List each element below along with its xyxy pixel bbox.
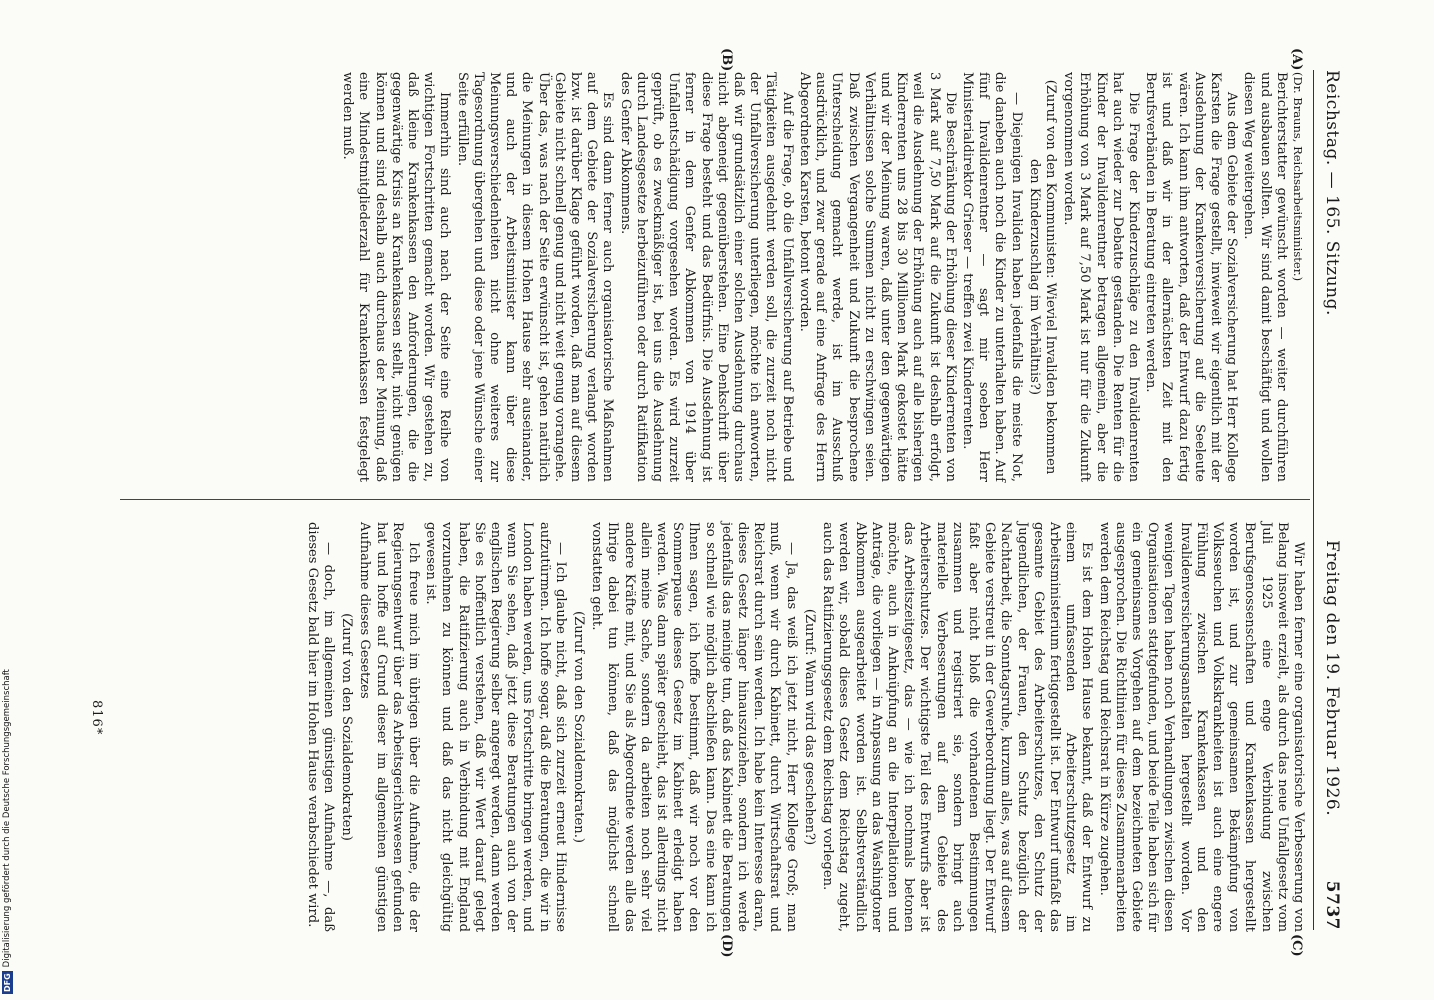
margin-mark-b: (B) — [719, 48, 734, 72]
paragraph: Immerhin sind auch nach der Seite eine Reihe von wichtigen Fortschritten gemacht worden. Wir gestehen zu, daß kleine Krankenkassen den Anforderungen, die die gegenwärtige Krisis an Krankenkassen stellt, nicht genügen können und sind deshalb auch durchaus der Meinung, daß eine Mindestmitgliederzahl für Krankenkassen festgelegt werden muß. — [340, 72, 453, 482]
paragraph: Berichterstatter gewünscht worden — weiter durchführen und ausbauen sollten. Wir sind damit beschäftigt und wollen diesen Weg weitergehen. — [1241, 72, 1289, 482]
paragraph: Aus dem Gebiete der Sozialversicherung hat Herr Kollege Karsten die Frage gestellt, inwieweit wir eigentlich mit der Ausdehnung der Krankenversicherung auf die Seeleute wären. Ich kann ihm antworten, daß der Entwurf dazu fertig ist und daß wir in der allernächsten Zeit mit den Berufsverbänden in Beratung eintreten werden. — [1143, 72, 1240, 482]
dfg-logo: DFG — [2, 973, 12, 992]
header-rule — [1313, 70, 1314, 930]
interjection: (Zuruf: Wann wird das geschehen?) — [801, 608, 817, 846]
header-session-title: Reichstag. — 165. Sitzung. — [1322, 70, 1342, 316]
paragraph: Auf die Frage, ob die Unfallversicherung auf Betriebe und Tätigkeiten ausgedehnt werden soll, die zurzeit noch nicht der Unfallversicherung unterliegen, möchte ich antworten, daß wir grundsätzlich einer solchen Ausdehnung durchaus nicht abgeneigt gegenüberstehen. Eine Denkschrift über diese Frage besteht und das Bedürfnis. Die Ausdehnung ist ferner in dem Genfer Abkommen von 1914 über Unfallentschädigung vorgesehen worden. Es wird zurzeit geprüft, ob es zweckmäßiger ist, bei uns die Ausdehnung durch Landesgesetze herbeizuführen oder durch Ratifikation des Genfer Abkommens. — [617, 72, 795, 482]
left-column — [338, 72, 1306, 482]
digitization-credit — [0, 0, 14, 1000]
interjection: (Zuruf von den Kommunisten: Wieviel Invaliden bekommen den Kinderzuschlag im Verhältnis?) — [1026, 79, 1058, 475]
paragraph: Es ist dem Hohen Hause bekannt, daß der Entwurf zu einem umfassenden Arbeiterschutzgesetz im Arbeitsministerium fertiggestellt ist. Der Entwurf umfaßt das gesamte Gebiet des Arbeiterschutzes, den Schutz der Jugendlichen, der Frauen, den Schutz bezüglich der Nachtarbeit, die Sonntagsruhe, kurzum alles, was auf diesem Gebiete verstreut in der Gewerbeordnung liegt. Der Entwurf faßt aber nicht bloß die vorhandenen Bestimmungen zusammen und registriert sie, sondern bringt auch materielle Verbesserungen auf dem Gebiete des Arbeiterschutzes. Der wichtigste Teil des Entwurfs aber ist das Arbeitszeitgesetz, das — wie ich nochmals betonen möchte, auch in Anknüpfung an die Interpellationen und Anträge, die vorliegen — in Anpassung an das Washingtoner Abkommen ausgearbeitet worden ist. Selbstverständlich werden wir, sobald dieses Gesetz dem Reichstag zugeht, auch das Ratifizierungsgesetz dem Reichstag vorlegen. — [820, 522, 1095, 932]
paragraph: Die Beschränkung der Erhöhung dieser Kinderrenten von 3 Mark auf 7,50 Mark auf die Zukunft ist deshalb erfolgt, weil die Ausdehnung der Erhöhung auch auf alle bisherigen Kinderrenten uns 28 bis 30 Millionen Mark gekostet hätte und wir der Meinung waren, daß unter den gegenwärtigen Verhältnissen solche Summen nicht zu erschwingen seien. Daß zwischen Vergangenheit und Zukunft die besprochene Unterscheidung gemacht werde, ist im Ausschuß ausdrücklich, und zwar gerade auf eine Anfrage des Herrn Abgeordneten Karsten, betont worden. — [796, 72, 958, 482]
margin-mark-a: (A) — [1289, 48, 1304, 71]
paragraph: — Ja, das weiß ich jetzt nicht, Herr Kollege Groß; man muß, wenn wir durch Kabinett, durch Wirtschaftsrat und Reichsrat durch sein werden. Ich habe kein Interesse daran, dieses Gesetz länger hinauszuziehen, sondern ich werde jedenfalls das meinige tun, daß das Kabinett die Beratungen so schnell wie möglich abschließen kann. Das eine kann ich Ihnen sagen, ich hoffe bestimmt, daß wir noch vor den Sommerpause dieses Gesetz im Kabinett erledigt haben werden. Was dann später geschieht, das ist allerdings nicht allein meine Sache, sondern da arbeiten noch sehr viel andere Kräfte mit, und Sie als Abgeordnete werden alle das Ihrige dabei tun können, daß das möglichst schnell vonstatten geht. — [589, 522, 799, 932]
column-divider — [120, 499, 1310, 500]
header-date: Freitag den 19. Februar 1926. — [1322, 540, 1342, 817]
paragraph: Ich freue mich im übrigen über die Aufnahme, die der Regierungsentwurf über das Arbeitsgerichtswesen gefunden hat und hoffe auf Grund dieser im allgemeinen günstigen Aufnahme dieses Gesetzes — [357, 522, 422, 932]
interjection: (Zuruf von den Sozialdemokraten.) — [571, 610, 587, 844]
paragraph: — Ich glaube nicht, daß sich zurzeit erneut Hindernisse aufzutürmen. Ich hoffe sogar, daß die Beratungen, die wir in London haben werden, uns Fortschritte bringen werden, und wenn Sie sehen, daß jetzt diese Beratungen auch von der englischen Regierung selber angeregt werden, dann werden Sie es hoffentlich verstehen, daß wir Wert darauf gelegt haben, die Ratifizierung auch in Verbindung mit England vorzunehmen zu können und daß das nicht gleichgültig gewesen ist. — [423, 522, 568, 932]
paragraph: Es sind dann ferner auch organisatorische Maßnahmen auf dem Gebiete der Sozialversicherung verlangt worden bzw. ist darüber Klage geführt worden, daß man auf diesem Gebiete nicht schnell genug und nicht weit genug vorangehe. Über das, was nach der Seite erwünscht ist, gehen natürlich die Meinungen in diesem Hohen Hause sehr auseinander, und auch der Arbeitsminister kann über diese Meinungsverschiedenheiten nicht ohne weiteres zur Tagesordnung übergehen und diese oder jene Wünsche einer Seite erfüllen. — [454, 72, 616, 482]
speaker-line: (Dr. Brauns, Reichsarbeitsminister.) — [1291, 72, 1305, 282]
interjection: (Zuruf von den Sozialdemokraten) — [339, 613, 355, 841]
margin-mark-c: (C) — [1289, 934, 1304, 957]
right-column — [303, 522, 1306, 932]
margin-mark-d: (D) — [719, 934, 734, 958]
paragraph: Wir haben ferner eine organisatorische Verbesserung von Belang insoweit erzielt, als durch das neue Unfallgesetz vom Juli 1925 eine enge Verbindung zwischen Berufsgenossenschaften und Krankenkassen hergestellt worden ist, und zur gemeinsamen Bekämpfung von Volksseuchen und Volkskrankheiten ist auch eine engere Fühlung zwischen Krankenkassen und den Invalidenversicherungsanstalten hergestellt worden. Vor wenigen Tagen haben noch Verhandlungen zwischen diesen Organisationen stattgefunden, und beide Teile haben sich für ein gemeinsames Vorgehen auf dem bezeichneten Gebiete ausgesprochen. Die Richtlinien für dieses Zusammenarbeiten werden dem Reichstag und Reichsrat in Kürze zugehen. — [1096, 522, 1306, 932]
running-header — [1318, 70, 1342, 930]
header-page-number: 5737 — [1322, 880, 1342, 930]
paragraph: — Diejenigen Invaliden haben jedenfalls die meiste Not, die daneben auch noch die Kinder zu unterhalten haben. Auf fünf Invalidenrentner — sagt mir soeben Herr Ministerialdirektor Grieser — treffen zwei Kinderrenten. — [959, 72, 1024, 482]
paragraph: — doch, im allgemeinen günstigen Aufnahme —, daß dieses Gesetz bald hier im Hohen Hause verabschiedet wird. — [304, 522, 337, 932]
credit-text: Digitalisierung gefördert durch die Deutsche Forschungsgemeinschaft — [2, 669, 12, 968]
page-signature: 816* — [89, 700, 104, 736]
paragraph: Die Frage der Kinderzuschläge zu den Invalidenrenten hat auch wieder zur Debatte gestanden. Die Renten für die Kinder der Invalidenrentner betragen allgemein, aber die Erhöhung von 3 Mark auf 7,50 Mark ist nur für die Zukunft vorgenommen worden. — [1061, 72, 1141, 482]
